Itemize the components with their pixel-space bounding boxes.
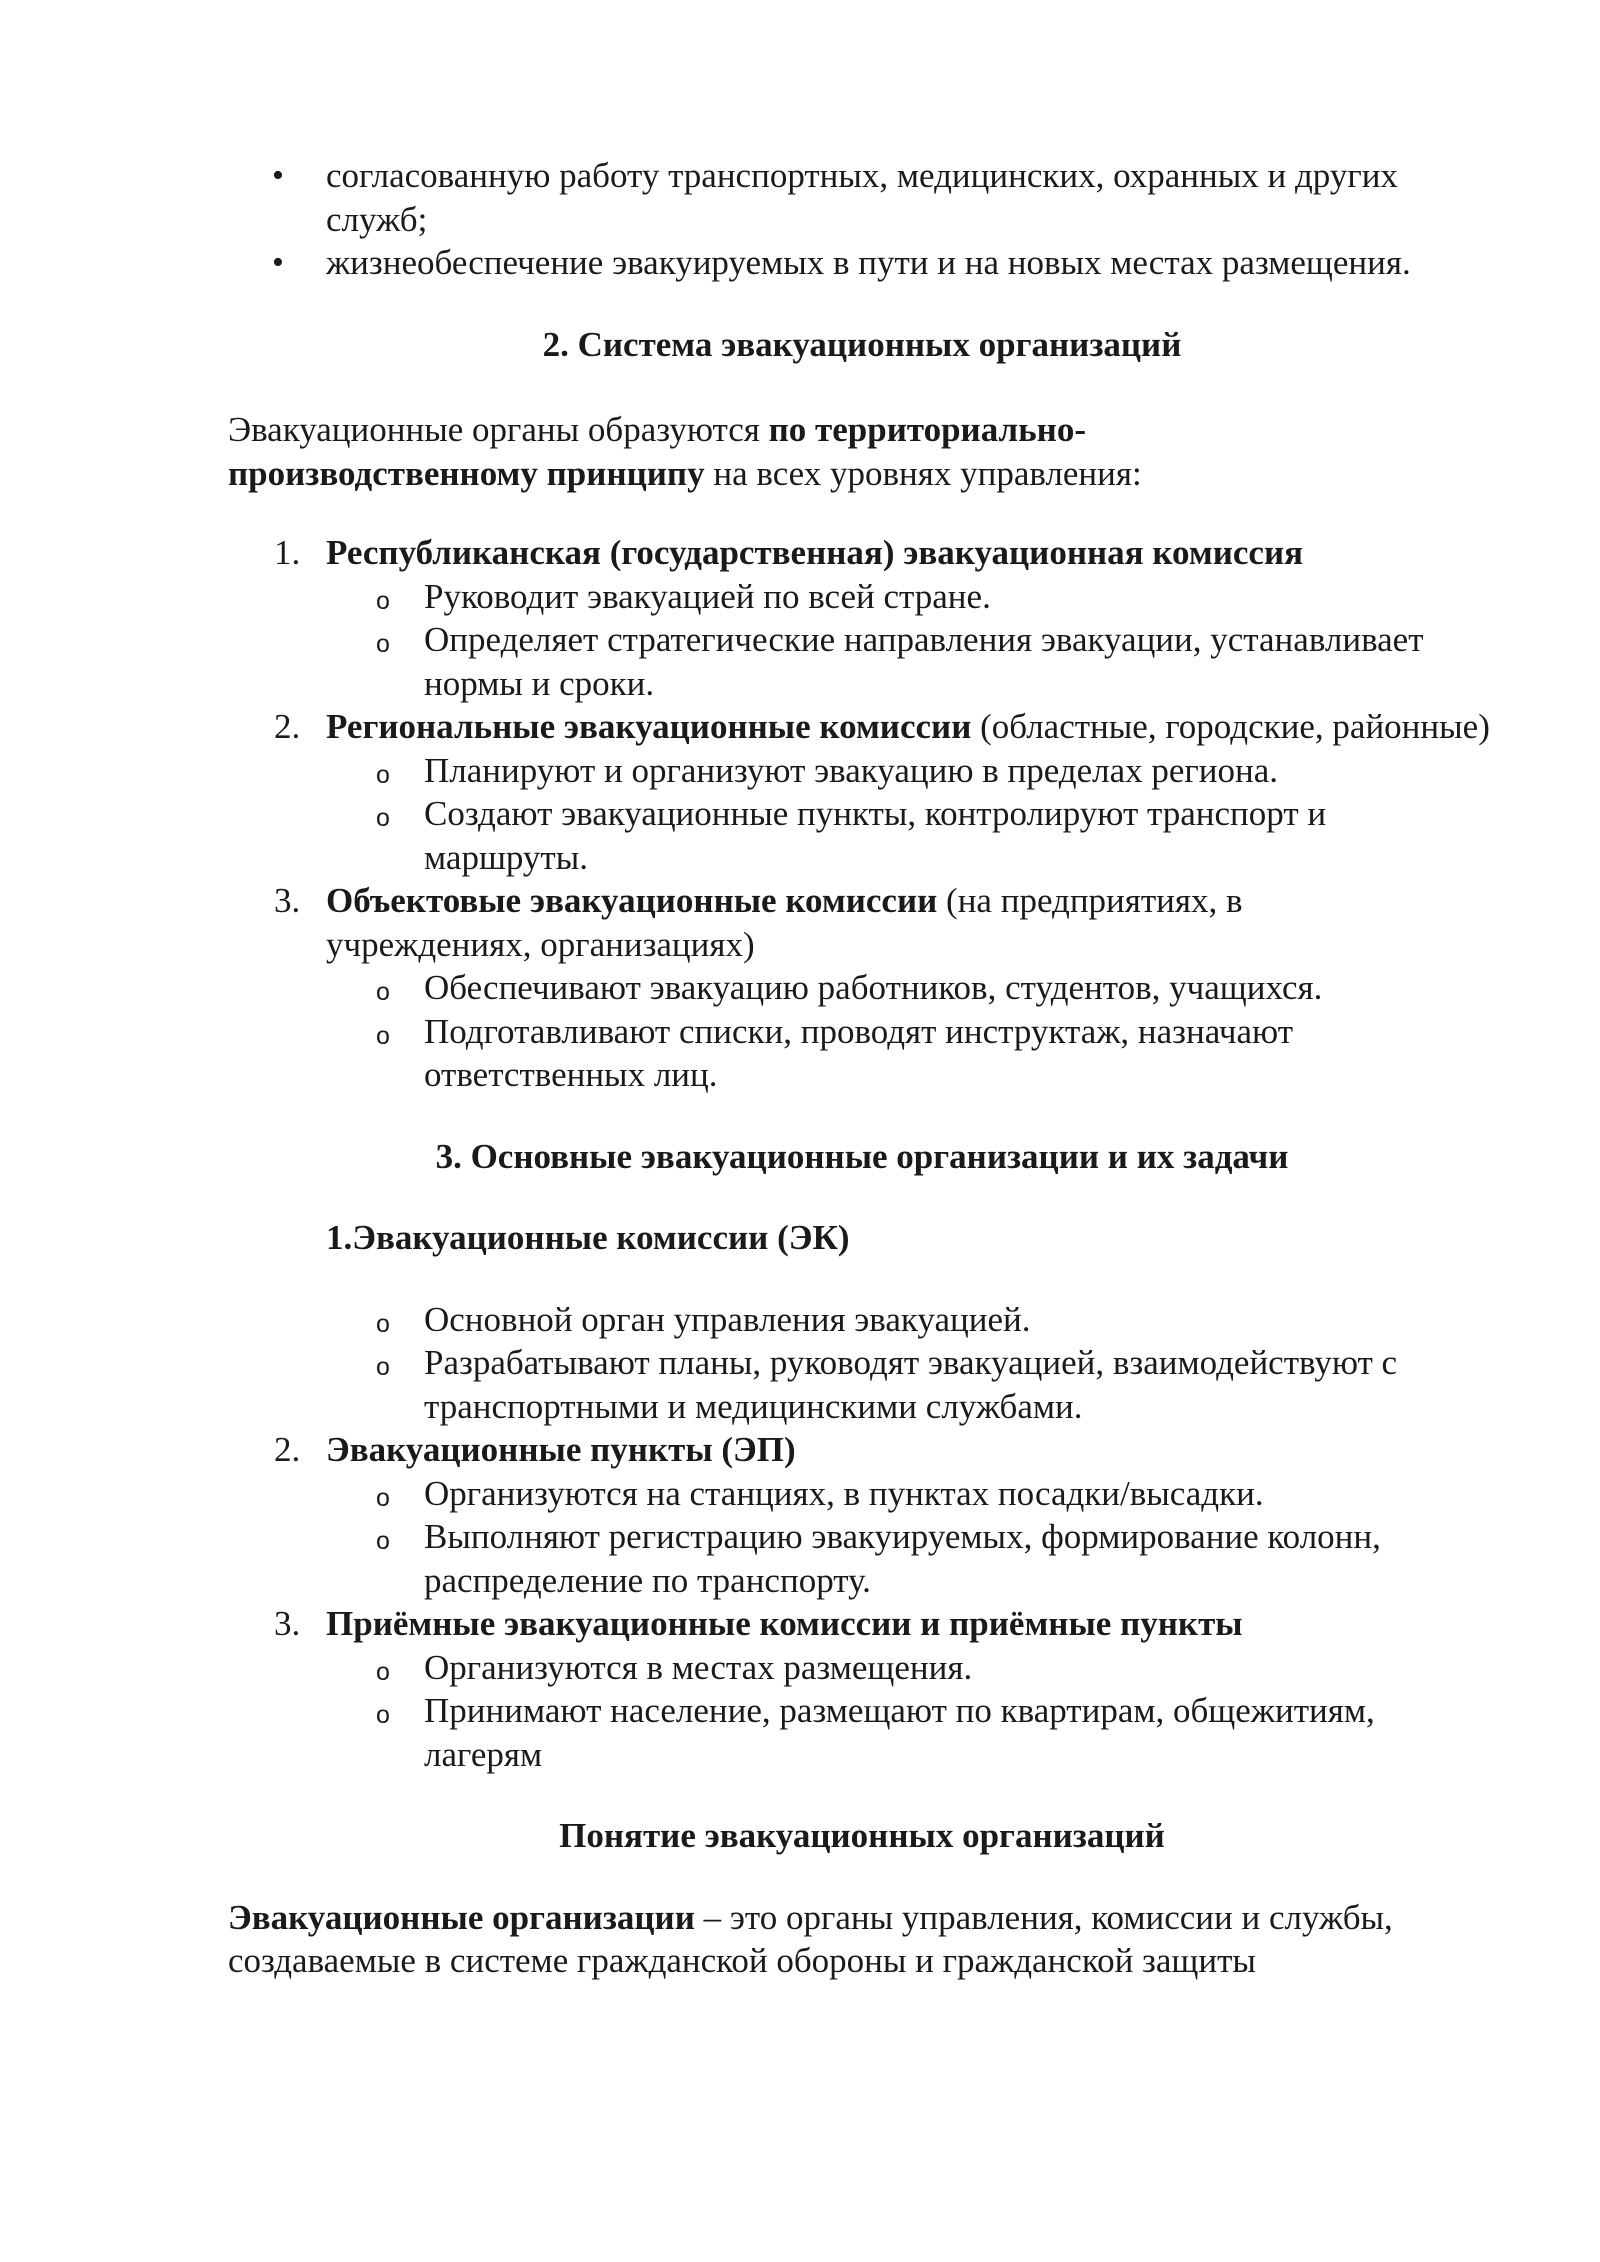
sub-item: o Создают эвакуационные пункты, контролируют транспорт и маршруты. (228, 792, 1496, 879)
evac-orgs-list-2 (228, 1428, 1496, 1472)
section4-heading: Понятие эвакуационных организаций (559, 1816, 1165, 1855)
sub-item: o Планируют и организуют эвакуацию в пределах региона. (228, 749, 1496, 793)
item-number: 1. (274, 533, 301, 572)
section2-para-end: на всех уровнях управления: (704, 453, 1142, 493)
sub-item: o Принимают население, размещают по квартирам, общежитиям, лагерям (228, 1689, 1496, 1776)
section3-first-title: 1.Эвакуационные комиссии (ЭК) (326, 1218, 850, 1257)
reception-sublist (228, 1646, 1496, 1777)
document-content (228, 154, 1496, 1983)
section2-para-bold: по территориально-производственному принципу (228, 410, 1087, 493)
sub-item: o Руководит эвакуацией по всей стране. (228, 575, 1496, 619)
section4-bold: Эвакуационные организации (228, 1897, 695, 1937)
evac-body-item-1 (228, 531, 1496, 575)
evac-bodies-list-3 (228, 879, 1496, 966)
evac-org-item-3 (228, 1602, 1496, 1646)
section4-paragraph (228, 1896, 1496, 1983)
item-rest: (на предприятиях, в учреждениях, организациях) (326, 881, 1243, 964)
sub-item: o Организуются на станциях, в пунктах посадки/высадки. (228, 1472, 1496, 1516)
item-number: 3. (274, 881, 301, 920)
item-title: Республиканская (государственная) эвакуационная комиссия (326, 533, 1304, 572)
evac-body-item-2 (228, 705, 1496, 749)
sub-item: o Выполняют регистрацию эвакуируемых, формирование колонн, распределение по транспорту. (228, 1515, 1496, 1602)
section2-para-start: Эвакуационные органы образуются (228, 410, 769, 449)
evac-body-2-sublist (228, 749, 1496, 880)
intro-bullet-list (228, 154, 1496, 285)
ep-sublist (228, 1472, 1496, 1603)
evac-body-3-sublist (228, 966, 1496, 1097)
evac-bodies-list (228, 531, 1496, 575)
evac-orgs-list-3 (228, 1602, 1496, 1646)
sub-item: o Основной орган управления эвакуацией. (228, 1298, 1496, 1342)
evac-bodies-list-2 (228, 705, 1496, 749)
item-title: Региональные эвакуационные комиссии (326, 707, 972, 746)
intro-bullet-1: • согласованную работу транспортных, медицинских, охранных и других служб; (228, 154, 1496, 241)
section2-paragraph (228, 408, 1238, 495)
sub-item: o Обеспечивают эвакуацию работников, студентов, учащихся. (228, 966, 1496, 1010)
section4-rest: – это органы управления, комиссии и службы, создаваемые в системе гражданской обороны и гражданской защиты (228, 1897, 1393, 1980)
section3-heading: 3. Основные эвакуационные организации и их задачи (435, 1136, 1289, 1176)
sub-item: o Определяет стратегические направления эвакуации, устанавливает нормы и сроки. (228, 618, 1496, 705)
intro-bullet-2: • жизнеобеспечение эвакуируемых в пути и на новых местах размещения. (228, 241, 1496, 285)
item-number: 2. (274, 707, 301, 746)
ek-sublist (228, 1298, 1496, 1429)
section2-heading: 2. Система эвакуационных организаций (542, 324, 1182, 364)
sub-item: o Организуются в местах размещения. (228, 1646, 1496, 1690)
evac-body-item-3 (228, 879, 1326, 966)
item-number: 3. (274, 1604, 301, 1643)
evac-body-1-sublist (228, 575, 1496, 706)
item-title: Объектовые эвакуационные комиссии (326, 881, 938, 920)
sub-item: o Разрабатывают планы, руководят эвакуацией, взаимодействуют с транспортными и медицинскими службами. (228, 1341, 1496, 1428)
evac-org-item-2 (228, 1428, 1496, 1472)
sub-item: o Подготавливают списки, проводят инструктаж, назначают ответственных лиц. (228, 1010, 1474, 1097)
item-rest: (областные, городские, районные) (971, 707, 1490, 746)
item-title: Эвакуационные пункты (ЭП) (326, 1430, 796, 1469)
item-title: Приёмные эвакуационные комиссии и приёмные пункты (326, 1604, 1243, 1643)
item-number: 2. (274, 1430, 301, 1469)
